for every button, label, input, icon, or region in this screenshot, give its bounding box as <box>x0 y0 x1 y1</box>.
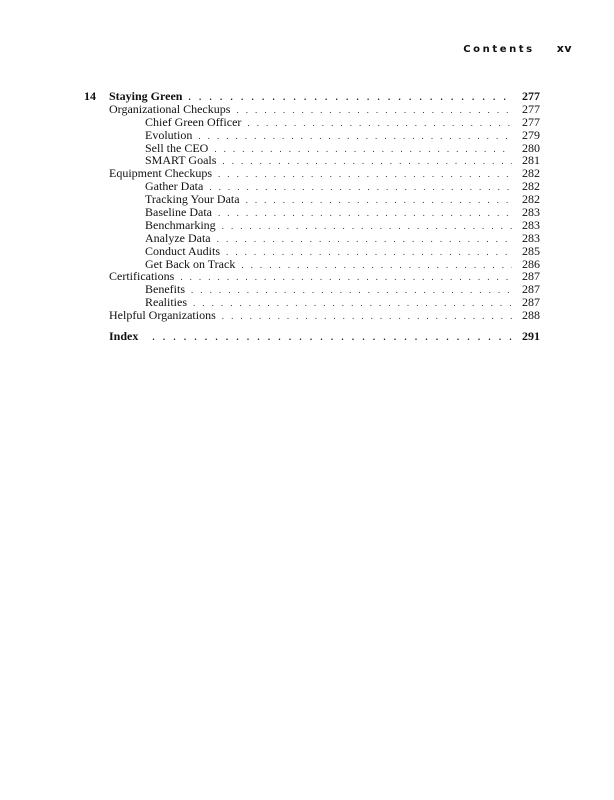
toc-entry-title: Index <box>109 329 139 344</box>
dot-leader <box>226 246 512 259</box>
toc-entry-page: 288 <box>522 308 540 323</box>
toc-chapter-entry[interactable] <box>84 90 540 103</box>
toc-entry-title: Baseline Data <box>145 205 212 220</box>
toc-entry-page: 285 <box>522 243 540 258</box>
toc-entry-title: Get Back on Track <box>145 256 236 271</box>
toc-entry-title: Tracking Your Data <box>145 192 240 207</box>
toc-entry-title: Benchmarking <box>145 217 216 232</box>
dot-leader <box>247 117 512 130</box>
dot-leader <box>217 233 512 246</box>
toc-entry-page: 283 <box>522 217 540 232</box>
dot-leader <box>222 220 512 233</box>
toc-entry-page: 286 <box>522 256 540 271</box>
toc-entry[interactable] <box>84 219 540 232</box>
dot-leader <box>236 104 512 117</box>
dot-leader <box>152 331 512 344</box>
dot-leader <box>218 168 512 181</box>
dot-leader <box>222 155 512 168</box>
toc-entry-page: 281 <box>522 153 540 168</box>
toc-entry-title: Organizational Checkups <box>109 101 231 116</box>
toc-entry[interactable] <box>84 116 540 129</box>
chapter-number: 14 <box>84 89 96 103</box>
table-of-contents <box>84 90 540 343</box>
toc-entry-title: SMART Goals <box>145 153 217 168</box>
toc-entry-page: 287 <box>522 295 540 310</box>
toc-entry-page: 283 <box>522 205 540 220</box>
toc-entry[interactable] <box>84 309 540 322</box>
toc-entry-title: Realities <box>145 295 187 310</box>
dot-leader <box>214 143 512 156</box>
toc-entry[interactable] <box>84 206 540 219</box>
toc-entry-title: Sell the CEO <box>145 140 209 155</box>
toc-entry-title: Staying Green <box>109 89 183 103</box>
toc-entry-title: Evolution <box>145 127 193 142</box>
toc-entry-page: 291 <box>522 329 540 344</box>
toc-index-entry[interactable] <box>84 330 540 343</box>
dot-leader <box>246 194 512 207</box>
dot-leader <box>198 130 512 143</box>
dot-leader <box>180 271 512 284</box>
dot-leader <box>209 181 512 194</box>
page-number: xv <box>556 42 572 55</box>
toc-entry-page: 277 <box>522 89 540 103</box>
toc-entry-title: Benefits <box>145 282 185 297</box>
toc-entry-page: 283 <box>522 230 540 245</box>
toc-entry[interactable] <box>84 103 540 116</box>
running-head <box>463 42 572 55</box>
toc-entry-page: 287 <box>522 269 540 284</box>
toc-entry-page: 282 <box>522 166 540 181</box>
toc-entry[interactable] <box>84 129 540 142</box>
toc-entry[interactable] <box>84 232 540 245</box>
toc-entry-page: 277 <box>522 114 540 129</box>
dot-leader <box>191 284 512 297</box>
toc-entry-title: Equipment Checkups <box>109 166 212 181</box>
toc-entry-title: Certifications <box>109 269 175 284</box>
dot-leader <box>241 259 512 272</box>
toc-entry-page: 282 <box>522 192 540 207</box>
toc-entry-page: 279 <box>522 127 540 142</box>
toc-entry-title: Conduct Audits <box>145 243 221 258</box>
toc-entry-page: 282 <box>522 179 540 194</box>
toc-entry[interactable] <box>84 245 540 258</box>
dot-leader <box>222 310 512 323</box>
dot-leader <box>193 297 512 310</box>
dot-leader <box>218 207 512 220</box>
toc-entry-title: Helpful Organizations <box>109 308 216 323</box>
toc-entry-title: Chief Green Officer <box>145 114 242 129</box>
toc-entry-page: 287 <box>522 282 540 297</box>
toc-entry-title: Gather Data <box>145 179 204 194</box>
toc-entry-page: 280 <box>522 140 540 155</box>
toc-entry-title: Analyze Data <box>145 230 211 245</box>
running-head-label: Contents <box>463 44 535 55</box>
toc-entry-page: 277 <box>522 101 540 116</box>
dot-leader <box>188 91 512 104</box>
